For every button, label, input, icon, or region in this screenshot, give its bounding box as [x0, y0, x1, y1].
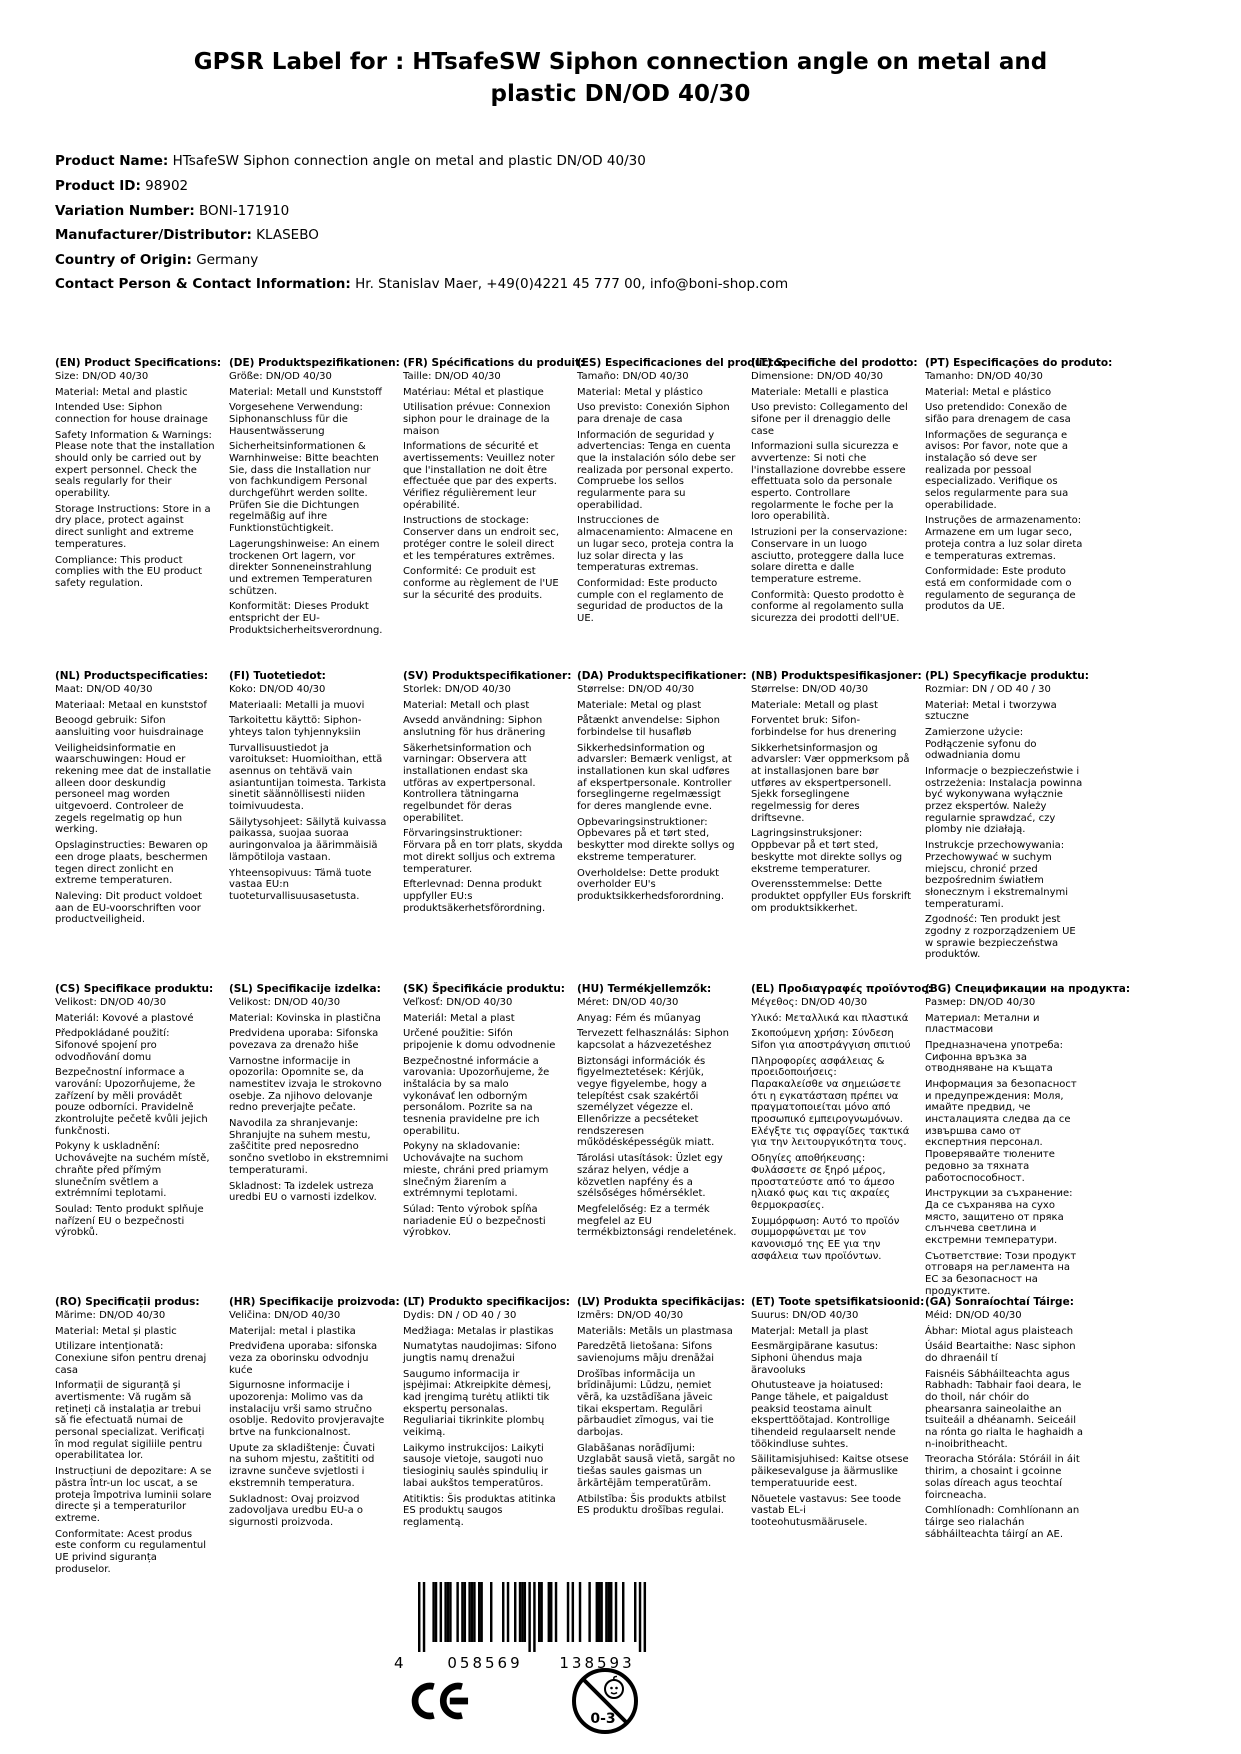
spec-paragraph: Méret: DN/OD 40/30: [577, 996, 679, 1008]
spec-paragraph: Utilisation prévue: Connexion siphon pour le drainage de la maison: [403, 402, 551, 437]
spec-paragraph: Glabāšanas norādījumi: Uzglabāt sausā vietā, sargāt no tiešas saules gaismas un ārkārtējām temperatūrām.: [577, 1442, 736, 1489]
spec-paragraph: Predviđena uporaba: sifonska veza za oborinsku odvodnju kuće: [229, 1341, 378, 1376]
block-body: [577, 997, 737, 1239]
product-info: [55, 152, 1186, 294]
block-body: [229, 371, 389, 636]
block-heading: (EN) Product Specifications:: [55, 356, 222, 369]
info-label: Country of Origin:: [55, 251, 192, 268]
spec-block-ga: [925, 1296, 1085, 1576]
spec-paragraph: Ohutusteave ja hoiatused: Pange tähele, et paigaldust peaksid teostama ainult eksperttöötajad. Kontrollige tihendeid regulaarselt nende töökindluse suhtes.: [751, 1380, 896, 1450]
spec-block-it: [751, 356, 918, 670]
spec-paragraph: Overensstemmelse: Dette produktet oppfyller EUs forskrift om produktsikkerhet.: [751, 879, 912, 914]
spec-block-sv: [403, 669, 572, 983]
info-label: Variation Number:: [55, 202, 195, 219]
block-heading: (LV) Produkta specifikācijas:: [577, 1295, 745, 1308]
spec-block-hu: [577, 983, 737, 1296]
spec-paragraph: Naleving: Dit product voldoet aan de EU-voorschriften voor productveiligheid.: [55, 890, 203, 926]
info-value: KLASEBO: [251, 227, 319, 244]
spec-paragraph: Informații de siguranță și avertismente: Vă rugăm să rețineți că instalația ar trebui să fie efectuată numai de personal specializat. Verificați în mod regulat sigiliile pentru operabilitatea lor.: [55, 1380, 205, 1462]
block-heading: (HR) Specifikacije proizvoda:: [229, 1295, 400, 1308]
block-body: [403, 997, 563, 1239]
spec-paragraph: Určené použitie: Sifón pripojenie k domu odvodnenie: [403, 1028, 556, 1051]
spec-paragraph: Megfelelőség: Ez a termék megfelel az EU termékbiztonsági rendeletének.: [577, 1203, 737, 1239]
spec-paragraph: Tárolási utasítások: Üzlet egy száraz helyen, védje a közvetlen napfény és a szélsőséges hőmérséklet.: [577, 1153, 723, 1200]
block-heading: (FI) Tuotetiedot:: [229, 669, 326, 682]
info-label: Product Name:: [55, 153, 169, 170]
block-body: [751, 684, 911, 914]
spec-paragraph: Material: Metal și plastic: [55, 1325, 177, 1337]
ean-barcode: [388, 1582, 668, 1674]
spec-block-bg: [925, 982, 1131, 1297]
block-body: [55, 997, 215, 1239]
spec-block-sl: [229, 983, 389, 1296]
block-body: [925, 371, 1085, 613]
spec-block-es: [577, 356, 785, 670]
spec-paragraph: Informações de segurança e avisos: Por favor, note que a instalação só deve ser realizada por pessoal especializado. Verifique os selos regularmente para sua operabilidade.: [925, 429, 1069, 511]
spec-paragraph: Инструкции за съхранение: Да се съхранява на сухо място, защитено от пряка слънчева светлина и екстремни температури.: [925, 1188, 1073, 1246]
barcode-left-group: 058569: [432, 1654, 538, 1672]
spec-paragraph: Atitiktis: Šis produktas atitinka ES produktų saugos reglamentą.: [403, 1493, 556, 1528]
spec-paragraph: Vorgesehene Verwendung: Siphonanschluss für die Hausentwässerung: [229, 402, 363, 437]
spec-paragraph: Материал: Метални и пластмасови: [925, 1012, 1040, 1036]
spec-paragraph: Suurus: DN/OD 40/30: [751, 1309, 859, 1321]
spec-block-et: [751, 1295, 925, 1576]
spec-paragraph: Informazioni sulla sicurezza e avvertenze: Si noti che l'installazione dovrebbe essere effettuata solo da personale esperto. Controllare regolarmente le foche per la loro operabilità.: [751, 441, 906, 523]
spec-paragraph: Velikost: DN/OD 40/30: [55, 996, 167, 1008]
spec-paragraph: Instrucciones de almacenamiento: Almacene en un lugar seco, proteja contra la luz solar directa y las temperaturas extremas.: [577, 515, 734, 574]
block-heading: (BG) Спецификации на продукта:: [925, 982, 1131, 995]
info-value: HTsafeSW Siphon connection angle on metal and plastic DN/OD 40/30: [168, 153, 646, 170]
spec-paragraph: Sigurnosne informacije i upozorenja: Molimo vas da instalaciju vrši samo stručno osoblje. Redovito provjeravajte brtve na funkcionalnost.: [229, 1380, 385, 1439]
spec-paragraph: Nõuetele vastavus: See toode vastab EL-i tooteohutusmäärusele.: [751, 1493, 902, 1528]
block-body: [925, 1310, 1085, 1540]
spec-paragraph: Οδηγίες αποθήκευσης: Φυλάσσετε σε ξηρό μέρος, προστατεύστε από το άμεσο ηλιακό φως και τις ακραίες θερμοκρασίες.: [751, 1153, 895, 1211]
spec-paragraph: Turvallisuustiedot ja varoitukset: Huomioithan, että asennus on tehtävä vain asiantuntijan toimesta. Tarkista sinetit säännöllisesti niiden toimivuudesta.: [229, 742, 387, 813]
block-heading: (SL) Specifikacije izdelka:: [229, 982, 381, 995]
spec-paragraph: Intended Use: Siphon connection for house drainage: [55, 402, 208, 425]
product-info-row: [55, 275, 1186, 295]
spec-paragraph: Informations de sécurité et avertissements: Veuillez noter que l'installation ne doit être effectuée que par des experts. Vérifiez régulièrement leur opérabilité.: [403, 441, 557, 511]
block-body: [925, 997, 1085, 1298]
block-body: [403, 1310, 563, 1529]
block-heading: (SK) Špecifikácie produktu:: [403, 982, 566, 995]
spec-paragraph: Forventet bruk: Sifon-forbindelse for hus drenering: [751, 715, 897, 738]
spec-block-fi: [229, 670, 389, 983]
spec-block-hr: [229, 1295, 400, 1576]
spec-paragraph: Instruções de armazenamento: Armazene em um lugar seco, proteja contra a luz solar direta e temperaturas extremas.: [925, 515, 1083, 562]
spec-paragraph: Méid: DN/OD 40/30: [925, 1309, 1022, 1321]
spec-paragraph: Σκοπούμενη χρήση: Σύνδεση Sifon για αποστράγγιση σπιτιού: [751, 1028, 911, 1051]
spec-block-ro: [55, 1296, 215, 1576]
spec-paragraph: Paredzētā lietošana: Sifons savienojums māju drenāžai: [577, 1341, 715, 1364]
info-value: BONI-171910: [194, 202, 290, 219]
block-body: [577, 684, 737, 903]
spec-block-pl: [925, 669, 1089, 983]
spec-paragraph: Matériau: Métal et plastique: [403, 386, 544, 398]
block-heading: (PT) Especificações do produto:: [925, 356, 1113, 369]
spec-paragraph: Tamaño: DN/OD 40/30: [577, 370, 689, 382]
spec-paragraph: Efterlevnad: Denna produkt uppfyller EU:s produktsäkerhetsförordning.: [403, 879, 546, 914]
product-info-row: [55, 177, 1186, 197]
spec-paragraph: Materjal: Metall ja plast: [751, 1325, 869, 1337]
spec-paragraph: Materiał: Metal i tworzywa sztuczne: [925, 699, 1057, 723]
spec-paragraph: Lagerungshinweise: An einem trockenen Ort lagern, vor direkter Sonneneinstrahlung und extremen Temperaturen schützen.: [229, 538, 380, 597]
spec-paragraph: Информация за безопасност и предупреждения: Моля, имайте предвид, че инсталацията следва да се извършва само от експертния персонал. Проверявайте тюлените редовно за тяхната работоспособност.: [925, 1079, 1077, 1184]
spec-paragraph: Påtænkt anvendelse: Siphon forbindelse til husafløb: [577, 715, 721, 738]
spec-paragraph: Sicherheitsinformationen & Warnhinweise: Bitte beachten Sie, dass die Installation nur von fachkundigem Personal durchgeführt werden sollte. Prüfen Sie die Dichtungen regelmäßig auf ihre Funktionstüchtigkeit.: [229, 441, 379, 535]
block-heading: (NL) Productspecificaties:: [55, 669, 209, 682]
spec-paragraph: Comhlíonadh: Comhlíonann an táirge seo rialachán sábháilteachta táirgí an AE.: [925, 1505, 1080, 1540]
spec-paragraph: Navodila za shranjevanje: Shranjujte na suhem mestu, zaščitite pred neposredno sončno svetlobo in ekstremnimi temperaturami.: [229, 1118, 389, 1176]
spec-paragraph: Veľkosť: DN/OD 40/30: [403, 996, 513, 1008]
spec-paragraph: Informacje o bezpieczeństwie i ostrzeżenia: Instalacja powinna być wykonywana wyłącznie przez ekspertów. Należy regularnie sprawdzać, czy plomby nie działają.: [925, 766, 1083, 836]
spec-block-da: [577, 669, 747, 983]
spec-block-sk: [403, 982, 566, 1296]
spec-paragraph: Størrelse: DN/OD 40/30: [751, 683, 869, 695]
spec-block-de: [229, 356, 400, 670]
spec-paragraph: Biztonsági információk és figyelmeztetések: Kérjük, vegye figyelembe, hogy a telepítést csak szakértői személyzet végezze el. Ellenőrizze a pecséteket rendszeresen működésképességük miatt.: [577, 1055, 715, 1149]
spec-paragraph: Tervezett felhasználás: Siphon kapcsolat a házvezetéshez: [577, 1028, 729, 1051]
spec-paragraph: Varnostne informacije in opozorila: Opomnite se, da namestitev izvaja le strokovno osebje. Za njihovo delovanje redno preverjajte pečate.: [229, 1055, 382, 1114]
info-label: Manufacturer/Distributor:: [55, 227, 252, 244]
spec-paragraph: Material: Metall und Kunststoff: [229, 386, 382, 398]
info-label: Product ID:: [55, 177, 141, 194]
spec-block-el: [751, 982, 932, 1296]
product-info-row: [55, 202, 1186, 222]
spec-paragraph: Materiale: Metal og plast: [577, 699, 702, 711]
spec-paragraph: Μέγεθος: DN/OD 40/30: [751, 996, 868, 1008]
spec-paragraph: Tarkoitettu käyttö: Siphon-yhteys talon tyhjennyksiin: [229, 715, 362, 738]
spec-paragraph: Skladnost: Ta izdelek ustreza uredbi EU o varnosti izdelkov.: [229, 1180, 377, 1204]
block-heading: (RO) Specificații produs:: [55, 1295, 200, 1308]
language-grid: [55, 357, 1186, 1576]
spec-paragraph: Safety Information & Warnings: Please note that the installation should only be carried out by expert personnel. Check the seals regularly for their operability.: [55, 429, 215, 500]
spec-paragraph: Materiál: Metal a plast: [403, 1012, 515, 1024]
block-heading: (ES) Especificaciones del producto:: [577, 356, 785, 369]
block-body: [925, 684, 1085, 961]
block-heading: (FR) Spécifications du produit:: [403, 356, 585, 369]
block-body: [751, 1310, 911, 1529]
spec-paragraph: Συμμόρφωση: Αυτό το προϊόν συμμορφώνεται με τον κανονισμό της ΕΕ για την ασφάλεια των προϊόντων.: [751, 1215, 900, 1262]
block-heading: (GA) Sonraíochtaí Táirge:: [925, 1295, 1074, 1308]
spec-paragraph: Pokyny k uskladnění: Uchovávejte na suchém místě, chraňte před přímým slunečním světlem a extrémními teplotami.: [55, 1141, 210, 1200]
spec-paragraph: Zamierzone użycie: Podłączenie syfonu do odwadniania domu: [925, 726, 1037, 762]
spec-paragraph: Materiale: Metall og plast: [751, 699, 878, 711]
age-warning-text: 0-3: [590, 1711, 616, 1727]
spec-paragraph: Conformité: Ce produit est conforme au règlement de l'UE sur la sécurité des produits.: [403, 566, 559, 601]
info-label: Contact Person & Contact Information:: [55, 276, 351, 293]
block-body: [55, 371, 215, 590]
spec-paragraph: Konformität: Dieses Produkt entspricht der EU-Produktsicherheitsverordnung.: [229, 601, 383, 636]
spec-paragraph: Overholdelse: Dette produkt overholder EU's produktsikkerhedsforordning.: [577, 867, 725, 902]
spec-paragraph: Dimensione: DN/OD 40/30: [751, 370, 883, 382]
block-heading: (PL) Specyfikacje produktu:: [925, 669, 1089, 682]
product-info-row: [55, 152, 1186, 172]
block-heading: (EL) Προδιαγραφές προϊόντος:: [751, 982, 932, 995]
spec-paragraph: Materiāls: Metāls un plastmasa: [577, 1325, 733, 1337]
spec-paragraph: Atbilstība: Šis produkts atbilst ES produktu drošības regulai.: [577, 1493, 727, 1517]
spec-paragraph: Säilitamisjuhised: Kaitse otsese päikesevalguse ja äärmuslike temperatuuride eest.: [751, 1454, 909, 1489]
block-body: [577, 1310, 737, 1517]
spec-paragraph: Materiale: Metalli e plastica: [751, 386, 889, 398]
spec-paragraph: Úsáid Beartaithe: Nasc siphon do dhraenáil tí: [925, 1341, 1076, 1364]
spec-paragraph: Drošības informācija un brīdinājumi: Lūdzu, ņemiet vērā, ka uzstādīšana jāveic tikai ekspertam. Regulāri pārbaudiet zīmogus, vai tie darbojas.: [577, 1368, 714, 1439]
spec-paragraph: Upute za skladištenje: Čuvati na suhom mjestu, zaštititi od izravne sunčeve svjetlosti i ekstremnih temperatura.: [229, 1442, 376, 1489]
spec-paragraph: Rozmiar: DN / OD 40 / 30: [925, 683, 1051, 695]
block-heading: (CS) Specifikace produktu:: [55, 982, 214, 995]
spec-paragraph: Größe: DN/OD 40/30: [229, 370, 332, 382]
spec-paragraph: Velikost: DN/OD 40/30: [229, 996, 341, 1008]
spec-paragraph: Conformitate: Acest produs este conform cu regulamentul UE privind siguranța produselor.: [55, 1528, 206, 1575]
spec-paragraph: Maat: DN/OD 40/30: [55, 683, 153, 695]
barcode-bars-icon: [418, 1582, 647, 1653]
spec-paragraph: Opslaginstructies: Bewaren op een droge plaats, beschermen tegen direct zonlicht en extreme temperaturen.: [55, 840, 208, 887]
spec-paragraph: Uso previsto: Collegamento del sifone per il drenaggio delle case: [751, 402, 908, 437]
block-heading: (ET) Toote spetsifikatsioonid:: [751, 1295, 925, 1308]
spec-paragraph: Instructions de stockage: Conserver dans un endroit sec, protéger contre le soleil direct et les températures extrêmes.: [403, 515, 560, 562]
spec-paragraph: Faisnéis Sábháilteachta agus Rabhadh: Tabhair faoi deara, le do thoil, nár chóir do phearsanra saineolaithe an tsuiteáil a dhéanamh. Seiceáil na rónta go rialta le haghaidh a n-inoibritheacht.: [925, 1368, 1084, 1450]
spec-paragraph: Compliance: This product complies with the EU product safety regulation.: [55, 554, 203, 589]
spec-paragraph: Material: Metall och plast: [403, 699, 530, 711]
block-body: [229, 684, 389, 903]
spec-paragraph: Storage Instructions: Store in a dry place, protect against direct sunlight and extreme temperatures.: [55, 503, 211, 550]
spec-paragraph: Material: Metal y plástico: [577, 386, 703, 398]
block-body: [229, 997, 389, 1204]
block-body: [577, 371, 737, 625]
spec-block-fr: [403, 356, 585, 670]
spec-paragraph: Instrukcje przechowywania: Przechowywać w suchym miejscu, chronić przed bezpośrednim światłem słonecznym i ekstremalnymi temperaturami.: [925, 840, 1069, 910]
product-info-row: [55, 226, 1186, 246]
spec-paragraph: Tamanho: DN/OD 40/30: [925, 370, 1043, 382]
spec-paragraph: Uso pretendido: Conexão de sifão para drenagem de casa: [925, 402, 1071, 425]
spec-paragraph: Säkerhetsinformation och varningar: Observera att installationen endast ska utföras av expertpersonal. Kontrollera tätningarna regelbundet för deras operabilitet.: [403, 742, 536, 824]
spec-paragraph: Izmērs: DN/OD 40/30: [577, 1309, 684, 1321]
info-value: Germany: [191, 251, 259, 268]
spec-paragraph: Conformidade: Este produto está em conformidade com o regulamento de segurança de produtos da UE.: [925, 566, 1076, 613]
spec-paragraph: Veličina: DN/OD 40/30: [229, 1309, 341, 1321]
block-heading: (NB) Produktspesifikasjoner:: [751, 669, 922, 682]
spec-paragraph: Material: Kovinska in plastična: [229, 1012, 381, 1024]
spec-block-nl: [55, 670, 215, 983]
block-heading: (HU) Termékjellemzők:: [577, 982, 712, 995]
spec-paragraph: Размер: DN/OD 40/30: [925, 996, 1036, 1008]
spec-paragraph: Conformità: Questo prodotto è conforme al regolamento sulla sicurezza dei prodotti dell'UE.: [751, 589, 905, 624]
spec-paragraph: Uso previsto: Conexión Siphon para drenaje de casa: [577, 402, 730, 425]
spec-paragraph: Předpokládané použití: Sifonové spojení pro odvodňování domu: [55, 1028, 170, 1063]
spec-paragraph: Súlad: Tento výrobok spĺňa nariadenie EÚ o bezpečnosti výrobkov.: [403, 1203, 546, 1239]
spec-paragraph: Υλικό: Μεταλλικά και πλαστικά: [751, 1012, 909, 1024]
spec-paragraph: Materiál: Kovové a plastové: [55, 1012, 194, 1024]
info-value: 98902: [140, 177, 189, 194]
barcode-right-group: 138593: [544, 1654, 650, 1672]
spec-paragraph: Πληροφορίες ασφάλειας & προειδοποιήσεις: Παρακαλείσθε να σημειώσετε ότι η εγκατάσταση πρέπει να πραγματοποιείται μόνο από προσωπικό εμπειρογνωμόνων. Ελέγξτε τις σφραγίδες τακτικά για την λειτουργικότητα τους.: [751, 1055, 910, 1149]
info-value: Hr. Stanislav Maer, +49(0)4221 45 777 00, info@boni-shop.com: [350, 276, 789, 293]
block-heading: (DE) Produktspezifikationen:: [229, 356, 400, 369]
spec-paragraph: Material: Metal and plastic: [55, 386, 188, 398]
spec-paragraph: Treoracha Stórála: Stóráil in áit thirim, a chosaint i gcoinne solas díreach agus teochtaí foircneacha.: [925, 1454, 1080, 1501]
spec-paragraph: Anyag: Fém és műanyag: [577, 1012, 701, 1024]
product-info-row: [55, 251, 1186, 271]
spec-paragraph: Instrucțiuni de depozitare: A se păstra într-un loc uscat, a se proteja împotriva luminii solare directe și a temperaturilor extreme.: [55, 1466, 212, 1524]
page-title: GPSR Label for : HTsafeSW Siphon connection angle on metal and plastic DN/OD 40/30: [193, 49, 1048, 108]
age-warning-0-3-icon: [570, 1666, 640, 1736]
block-body: [751, 997, 911, 1262]
spec-paragraph: Taille: DN/OD 40/30: [403, 370, 501, 382]
block-body: [55, 1310, 215, 1575]
block-body: [55, 684, 215, 926]
spec-block-nb: [751, 669, 922, 983]
spec-paragraph: Numatytas naudojimas: Sifono jungtis namų drenažui: [403, 1341, 557, 1364]
spec-paragraph: Yhteensopivuus: Tämä tuote vastaa EU:n tuoteturvallisuusasetusta.: [229, 867, 372, 902]
block-heading: (SV) Produktspecifikationer:: [403, 669, 572, 682]
spec-paragraph: Materiaali: Metalli ja muovi: [229, 699, 365, 711]
spec-block-cs: [55, 983, 215, 1296]
spec-paragraph: Conformidad: Este producto cumple con el reglamento de seguridad de productos de la UE.: [577, 577, 724, 624]
spec-paragraph: Bezpečnostní informace a varování: Upozorňujeme, že zařízení by měli provádět pouze odborníci. Pravidelně zkontrolujte pečetě kvůli jejich funkčnosti.: [55, 1067, 208, 1137]
spec-paragraph: Sukladnost: Ovaj proizvod zadovoljava uredbu EU-a o sigurnosti proizvoda.: [229, 1493, 364, 1528]
spec-paragraph: Materiaal: Metaal en kunststof: [55, 699, 207, 711]
spec-paragraph: Medžiaga: Metalas ir plastikas: [403, 1325, 554, 1337]
block-body: [229, 1310, 389, 1529]
block-heading: (IT) Specifiche del prodotto:: [751, 356, 918, 369]
spec-paragraph: Sikkerhetsinformasjon og advarsler: Vær oppmerksom på at installasjonen bare bør utføres av ekspertpersonell. Sjekk forseglingene regelmessig for deres driftsevne.: [751, 742, 910, 824]
spec-block-lv: [577, 1295, 745, 1576]
spec-paragraph: Beoogd gebruik: Sifon aansluiting voor huisdrainage: [55, 715, 204, 738]
spec-block-en: [55, 356, 222, 670]
spec-paragraph: Opbevaringsinstruktioner: Opbevares på et tørt sted, beskytter mod direkte sollys og ekstreme temperaturer.: [577, 816, 735, 863]
spec-paragraph: Förvaringsinstruktioner: Förvara på en torr plats, skydda mot direkt solljus och extrema temperaturer.: [403, 828, 563, 875]
block-body: [403, 371, 563, 601]
ce-mark-icon: [410, 1678, 478, 1724]
spec-paragraph: Saugumo informacija ir įspėjimai: Atkreipkite dėmesį, kad įrengimą turėtų atlikti tik ekspertų personalas. Reguliariai tikrinkite plombų veikimą.: [403, 1368, 552, 1439]
spec-paragraph: Ábhar: Miotal agus plaisteach: [925, 1325, 1074, 1337]
spec-paragraph: Material: Metal e plástico: [925, 386, 1052, 398]
spec-paragraph: Veiligheidsinformatie en waarschuwingen: Houd er rekening mee dat de installatie alleen door deskundig personeel mag worden uitgevoerd. Controleer de zegels regelmatig op hun werking.: [55, 742, 212, 836]
block-body: [751, 371, 911, 625]
block-heading: (DA) Produktspecifikationer:: [577, 669, 747, 682]
spec-paragraph: Størrelse: DN/OD 40/30: [577, 683, 695, 695]
spec-paragraph: Avsedd användning: Siphon anslutning för hus dränering: [403, 715, 546, 738]
spec-paragraph: Predvidena uporaba: Sifonska povezava za drenažo hiše: [229, 1028, 379, 1051]
spec-paragraph: Zgodność: Ten produkt jest zgodny z rozporządzeniem UE w sprawie bezpieczeństwa produktów.: [925, 914, 1076, 961]
spec-paragraph: Koko: DN/OD 40/30: [229, 683, 326, 695]
spec-paragraph: Laikymo instrukcijos: Laikyti sausoje vietoje, saugoti nuo tiesioginių saulės spindulių ir labai aukštos temperatūros.: [403, 1442, 549, 1489]
spec-paragraph: Bezpečnostné informácie a varovania: Upozorňujeme, že inštalácia by sa malo vykonávať len odborným personálom. Pozrite sa na tesnenia pravidelne pre ich operabilitu.: [403, 1055, 550, 1137]
spec-paragraph: Materijal: metal i plastika: [229, 1325, 356, 1337]
spec-block-lt: [403, 1295, 570, 1576]
spec-paragraph: Size: DN/OD 40/30: [55, 370, 149, 382]
spec-paragraph: Lagringsinstruksjoner: Oppbevar på et tørt sted, beskytte mot direkte sollys og ekstreme temperaturer.: [751, 828, 903, 875]
barcode-first-digit: 4: [394, 1654, 407, 1672]
spec-paragraph: Säilytysohjeet: Säilytä kuivassa paikassa, suojaa suoraa auringonvaloa ja äärimmäisiä lämpötiloja vastaan.: [229, 816, 387, 863]
spec-paragraph: Предназначена употреба: Сифонна връзка за отводняване на къщата: [925, 1039, 1064, 1075]
spec-paragraph: Съответствие: Този продукт отговаря на регламента на ЕС за безопасност на продуктите.: [925, 1250, 1077, 1297]
spec-paragraph: Sikkerhedsinformation og advarsler: Bemærk venligst, at installationen kun skal udføres af ekspertpersonale. Kontroller forseglingerne regelmæssigt for deres manglende evne.: [577, 742, 732, 813]
spec-block-pt: [925, 356, 1113, 670]
spec-paragraph: Soulad: Tento produkt splňuje nařízení EU o bezpečnosti výrobků.: [55, 1203, 204, 1239]
spec-paragraph: Mărime: DN/OD 40/30: [55, 1309, 166, 1321]
block-body: [403, 684, 563, 914]
spec-paragraph: Utilizare intenționată: Conexiune sifon pentru drenaj casa: [55, 1341, 207, 1376]
spec-paragraph: Información de seguridad y advertencias: Tenga en cuenta que la instalación sólo debe ser realizada por personal experto. Compruebe los sellos regularmente para su operabilidad.: [577, 429, 736, 511]
spec-paragraph: Istruzioni per la conservazione: Conservare in un luogo asciutto, proteggere dalla luce solare diretta e dalle temperature estreme.: [751, 527, 908, 585]
spec-paragraph: Pokyny na skladovanie: Uchovávajte na suchom mieste, chráni pred priamym slnečným žiarením a extrémnymi teplotami.: [403, 1141, 549, 1200]
spec-paragraph: Storlek: DN/OD 40/30: [403, 683, 511, 695]
spec-paragraph: Eesmärgipärane kasutus: Siphoni ühendus maja äravooluks: [751, 1341, 879, 1376]
block-heading: (LT) Produkto specifikacijos:: [403, 1295, 570, 1308]
compliance-symbols: [410, 1666, 640, 1736]
spec-paragraph: Dydis: DN / OD 40 / 30: [403, 1309, 517, 1321]
